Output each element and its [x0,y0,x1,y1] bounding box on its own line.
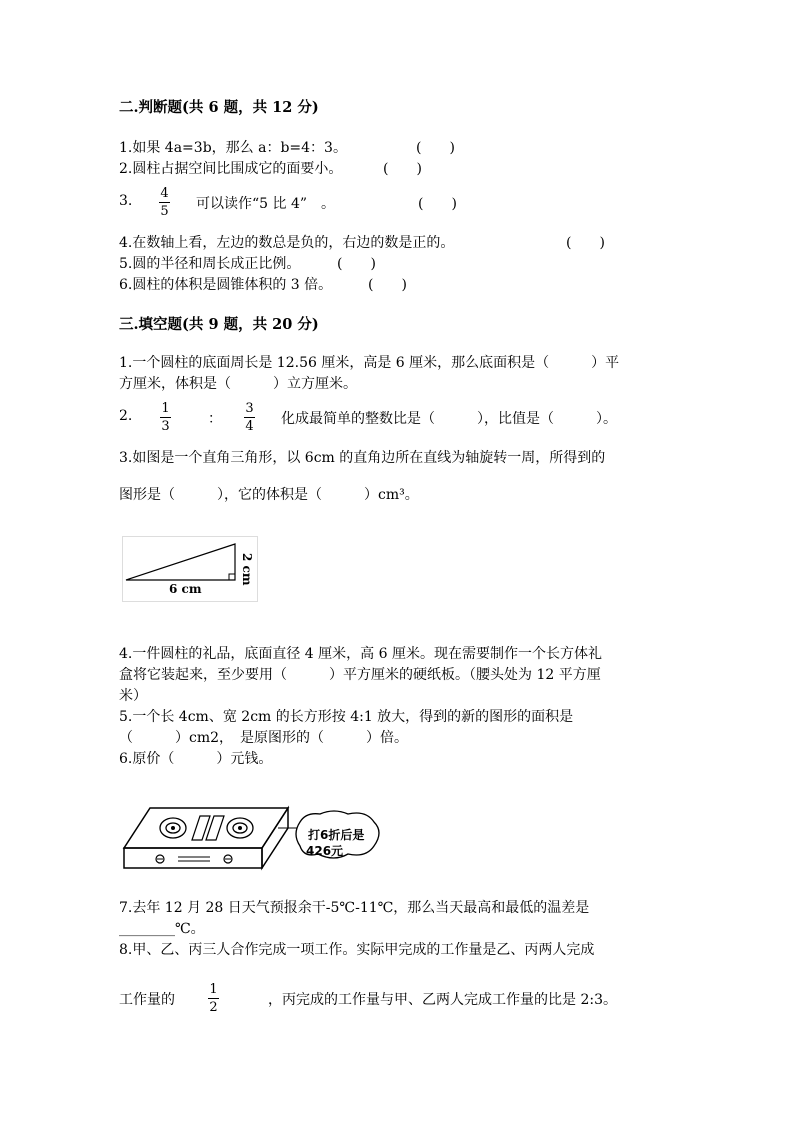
judge-question-5: 5.圆的半径和周长成正比例。 [119,256,301,272]
judge-question-3-number: 3. [119,193,133,209]
fraction-numerator: 1 [161,401,170,416]
right-triangle-figure [122,536,258,602]
fill-question-3-line-2: 图形是（ ），它的体积是（ ）cm³。 [119,487,419,503]
fraction-denominator: 5 [160,204,169,219]
fill-question-3-line-1: 3.如图是一个直角三角形，以 6cm 的直角边所在直线为轴旋转一周，所得到的 [119,450,606,466]
fill-question-4-line-1: 4.一件圆柱的礼品，底面直径 4 厘米，高 6 厘米。现在需要制作一个长方体礼 [119,646,602,662]
price-tag-line-1: 打6折后是 [308,828,365,842]
section-title-fill-blank: 三.填空题(共 9 题，共 20 分) [119,316,319,333]
fill-question-8-line-2-pre: 工作量的 [119,992,175,1008]
fraction-bar [244,417,255,418]
triangle-shape [126,544,235,580]
fill-question-4-line-3: 米） [119,688,147,704]
fill-question-2-number: 2. [119,408,133,424]
fill-question-1-line-2: 方厘米，体积是（ ）立方厘米。 [119,376,357,392]
fill-question-7-line-2: ________℃。 [119,921,205,937]
fill-question-6: 6.原价（ ）元钱。 [119,751,273,767]
judge-question-6: 6.圆柱的体积是圆锥体积的 3 倍。 [119,277,333,293]
fill-question-5-line-2: （ ）cm2， 是原图形的（ ）倍。 [119,730,409,746]
fraction-bar [160,417,171,418]
fraction-denominator: 3 [161,419,170,434]
fraction-4-5 [159,186,170,219]
answer-paren: ( ) [416,140,455,156]
base-label: 6 cm [169,582,202,596]
answer-paren: ( ) [566,235,605,251]
fraction-numerator: 4 [160,186,169,201]
fraction-denominator: 4 [245,419,254,434]
answer-paren: ( ) [418,196,457,212]
fraction-1-3 [160,401,171,434]
section-title-judgement: 二.判断题(共 6 题，共 12 分) [119,99,319,116]
fraction-bar [159,202,170,203]
fraction-denominator: 2 [209,1000,218,1015]
right-angle-mark [229,574,235,580]
ratio-colon: ： [208,411,222,427]
judge-question-3-text: 可以读作“5 比 4” 。 [196,196,336,212]
fill-question-8-line-2-post: ，丙完成的工作量与甲、乙两人完成工作量的比是 2:3。 [268,992,617,1008]
judge-question-1: 1.如果 4a=3b，那么 a：b=4：3。 [119,140,347,156]
fill-question-7-line-1: 7.去年 12 月 28 日天气预报余干-5℃-11℃，那么当天最高和最低的温差是 [119,900,590,916]
height-label: 2 cm [240,553,254,586]
answer-paren: ( ) [337,256,376,272]
fill-question-8-line-1: 8.甲、乙、丙三人合作完成一项工作。实际甲完成的工作量是乙、丙两人完成 [119,942,595,958]
price-tag-line-2: 426元 [306,844,344,858]
gas-stove-figure [120,802,385,872]
answer-paren: ( ) [383,161,422,177]
fraction-3-4 [244,401,255,434]
judge-question-2: 2.圆柱占据空间比围成它的面要小。 [119,161,343,177]
fraction-numerator: 3 [245,401,254,416]
judge-question-4: 4.在数轴上看，左边的数总是负的，右边的数是正的。 [119,235,455,251]
fraction-numerator: 1 [209,982,218,997]
fill-question-1-line-1: 1.一个圆柱的底面周长是 12.56 厘米，高是 6 厘米，那么底面积是（ ）平 [119,355,620,371]
answer-paren: ( ) [368,277,407,293]
fraction-bar [208,998,219,999]
fraction-1-2 [208,982,219,1015]
fill-question-5-line-1: 5.一个长 4cm、宽 2cm 的长方形按 4:1 放大，得到的新的图形的面积是 [119,709,574,725]
fill-question-2-text: 化成最简单的整数比是（ ），比值是（ ）。 [281,411,617,427]
fill-question-4-line-2: 盒将它装起来，至少要用（ ）平方厘米的硬纸板。（腰头处为 12 平方厘 [119,667,601,683]
